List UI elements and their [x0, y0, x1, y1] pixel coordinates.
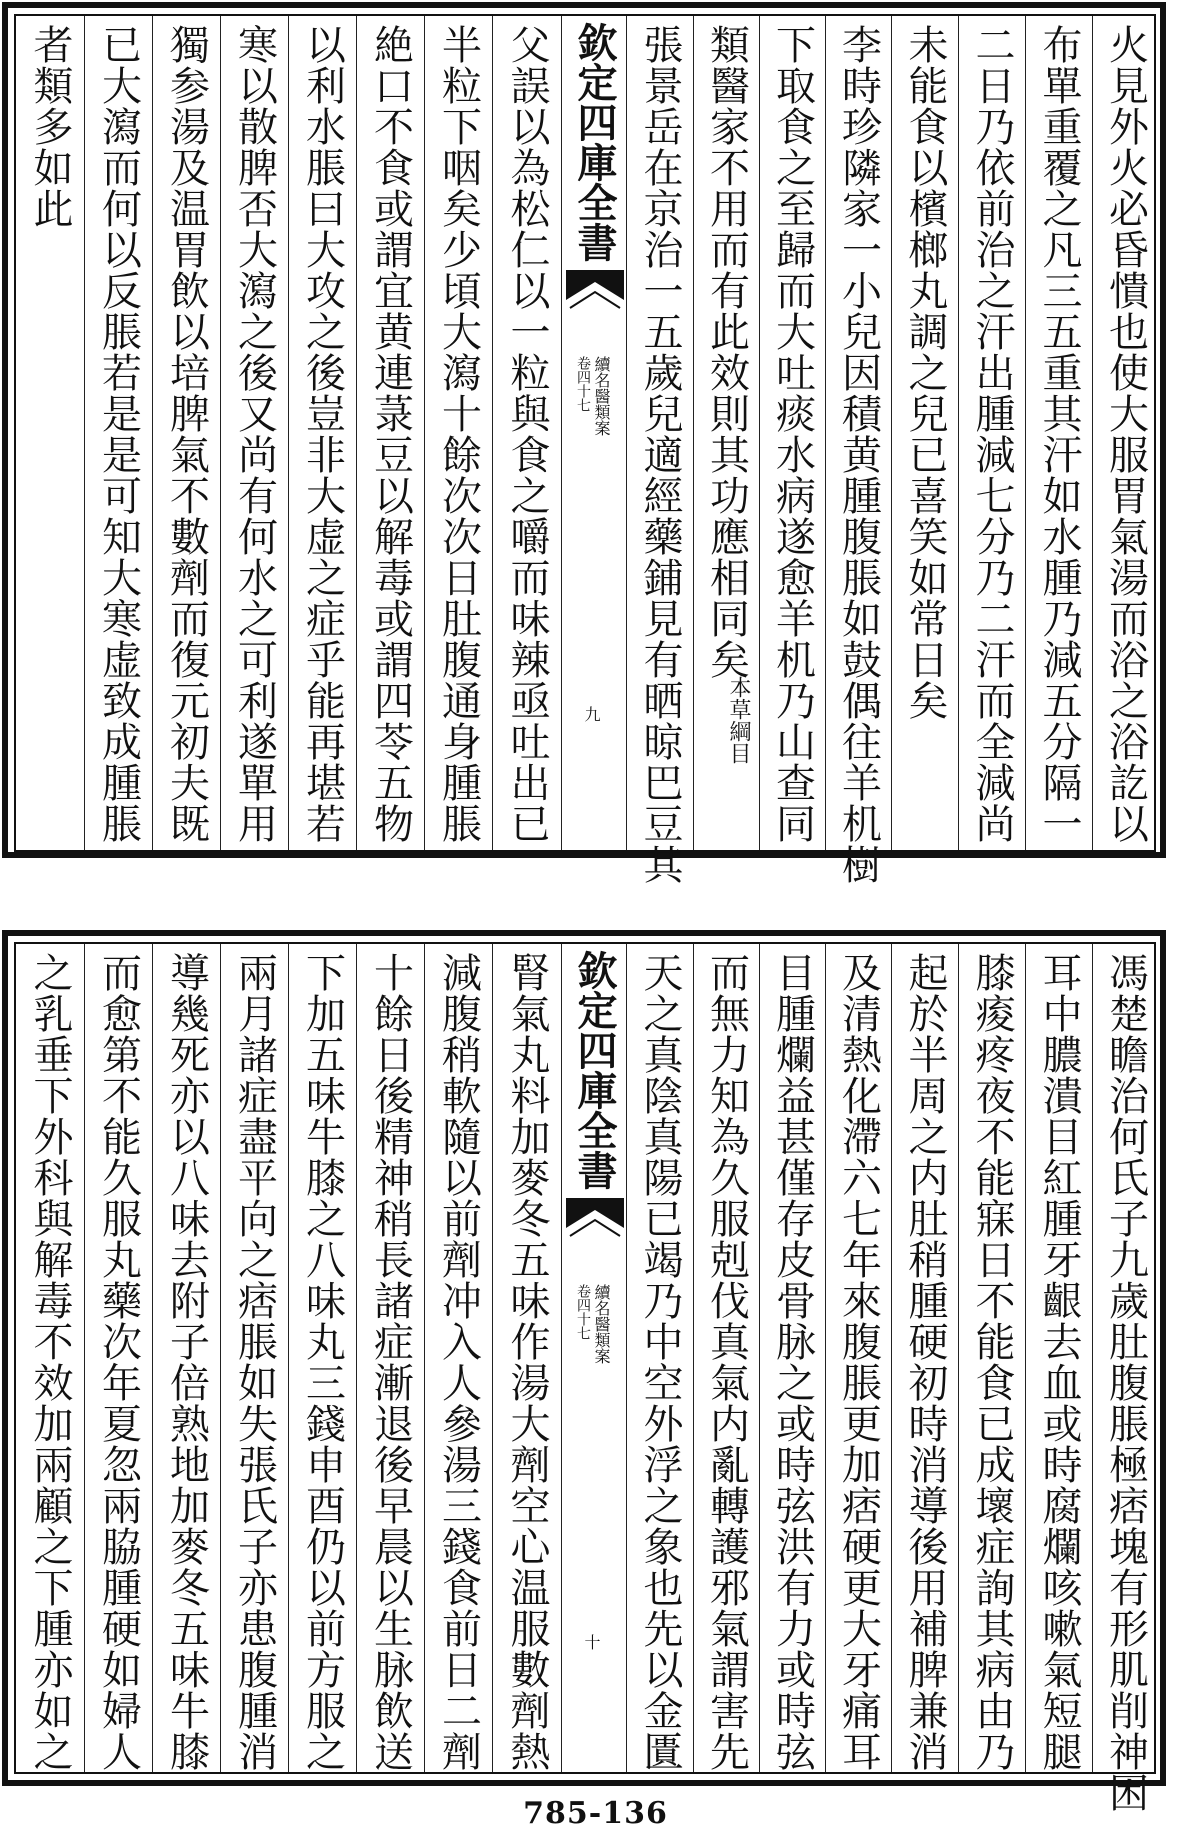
spine-title: 欽定四庫全書: [571, 950, 618, 1190]
column-text: 腎氣丸料加麥冬五味作湯大劑空心温服數劑熱: [504, 952, 550, 1772]
column: [693, 16, 759, 850]
top-right-block: [627, 16, 1158, 885]
bottom-spine: [561, 944, 627, 1772]
column-text: 起於半周之内肚稍腫硬初時消導後用補脾兼消: [902, 952, 948, 1772]
column-text: 導幾死亦以八味去附子倍熟地加麥冬五味牛膝: [163, 952, 210, 1772]
column: [627, 944, 693, 1772]
bottom-right-block: [627, 944, 1158, 1813]
column-text: 張景岳在京治一五歲兒適經藥鋪見有晒晾巴豆其: [637, 24, 683, 885]
column: [16, 16, 84, 850]
column: [152, 16, 220, 850]
fish-tail-ornament-icon: [566, 1198, 624, 1254]
column: [825, 944, 891, 1772]
column: [958, 944, 1025, 1772]
top-page-text-frame: [14, 14, 1156, 885]
top-page: [0, 0, 1191, 885]
column: [84, 16, 152, 850]
column: [958, 16, 1025, 850]
column: [356, 944, 424, 1772]
column: [891, 944, 958, 1772]
fish-tail-ornament-icon: [566, 270, 624, 326]
spine-volume: 卷四十七: [575, 1284, 591, 1340]
column-text: 下加五味牛膝之八味丸三錢申酉仍以前方服之: [299, 952, 346, 1772]
column-text: 未能食以檳榔丸調之兒已喜笑如常日矣: [902, 24, 948, 721]
column-text: 半粒下咽矣少頃大瀉十餘次次日肚腹通身腫脹: [435, 24, 482, 844]
spine-book-title: 續名醫類案: [592, 1284, 611, 1364]
column: [424, 944, 492, 1772]
column: [759, 16, 825, 850]
column-text: 者類多如此: [27, 24, 73, 229]
column: [492, 944, 561, 1772]
column-text: 目腫爛益甚僅存皮骨脉之或時弦洪有力或時弦: [769, 952, 816, 1772]
column-text: 以利水脹曰大攻之後豈非大虚之症乎能再堪若: [299, 24, 346, 844]
top-left-block: [16, 16, 561, 850]
page-number: 785-136: [523, 1796, 668, 1831]
bottom-page: [0, 930, 1191, 1813]
column-text: 而愈第不能久服丸藥次年夏忽兩脇腫硬如婦人: [95, 952, 142, 1772]
column-text: 火見外火必昏憒也使大服胃氣湯而浴之浴訖以: [1102, 24, 1149, 844]
column-text: 布單重覆之凡三五重其汗如水腫乃減五分隔一: [1036, 24, 1082, 844]
column-text: 父誤以為松仁以一粒與食之嚼而味辣亟吐出已: [504, 24, 550, 844]
spine-leaf-number: 十: [582, 1634, 601, 1650]
column-text: 李時珍隣家一小兒因積黄腫腹脹如鼓偶往羊机樹: [835, 24, 882, 885]
column-text: 類醫家不用而有此效則其功應相同矣: [703, 24, 750, 680]
column: [825, 16, 891, 885]
column: [759, 944, 825, 1772]
spine-title: 欽定四庫全書: [571, 22, 618, 262]
column-text: 寒以散脾否大瀉之後又尚有何水之可利遂單用: [231, 24, 278, 844]
bottom-left-block: [16, 944, 561, 1772]
column: [492, 16, 561, 850]
top-spine: [561, 16, 627, 850]
column: [84, 944, 152, 1772]
column: [891, 16, 958, 850]
column: [1025, 944, 1092, 1772]
column-text: 已大瀉而何以反脹若是是可知大寒虚致成腫脹: [95, 24, 142, 844]
column-text: 十餘日後精神稍長諸症漸退後早晨以生脉飲送: [367, 952, 414, 1772]
column-text: 天之真陰真陽已竭乃中空外浮之象也先以金匱: [637, 952, 683, 1772]
bottom-page-text-frame: [14, 942, 1156, 1813]
column: [16, 944, 84, 1772]
column: [1092, 944, 1158, 1813]
column: [220, 16, 288, 850]
column: [693, 944, 759, 1772]
column-text: 下取食之至歸而大吐痰水病遂愈羊机乃山查同: [769, 24, 816, 844]
column-text: 減腹稍軟隨以前劑冲入人參湯三錢食前日二劑: [435, 952, 482, 1772]
column: [1092, 16, 1158, 850]
column-text: 兩月諸症盡平向之痞脹如失張氏子亦患腹腫消: [231, 952, 278, 1772]
column: [356, 16, 424, 850]
column: [152, 944, 220, 1772]
column-text: 之乳垂下外科與解毒不效加兩顧之下腫亦如之: [27, 952, 73, 1772]
column-text: 獨参湯及温胃飲以培脾氣不數劑而復元初夫既: [163, 24, 210, 844]
column-text: 而無力知為久服剋伐真氣内亂轉護邪氣謂害先: [703, 952, 750, 1772]
column: [220, 944, 288, 1772]
column-text: 馮楚瞻治何氏子九歲肚腹脹極痞塊有形肌削神困: [1102, 952, 1149, 1813]
spine-volume: 卷四十七: [575, 356, 591, 412]
column: [627, 16, 693, 885]
column: [424, 16, 492, 850]
column: [288, 16, 356, 850]
column-text: 二日乃依前治之汗出腫減七分乃二汗而全減尚: [969, 24, 1015, 844]
column-text: 耳中膿潰目紅腫牙齦去血或時腐爛咳嗽氣短腿: [1036, 952, 1082, 1772]
column-text: 膝痠疼夜不能寐日不能食已成壞症詢其病由乃: [969, 952, 1015, 1772]
spine-leaf-number: 九: [582, 706, 601, 722]
source-note: 本草綱目: [726, 676, 751, 764]
column: [1025, 16, 1092, 850]
column: [288, 944, 356, 1772]
spine-book-title: 續名醫類案: [592, 356, 611, 436]
column-text: 及清熱化滯六七年來腹脹更加痞硬更大牙痛耳: [835, 952, 882, 1772]
column-text: 絶口不食或謂宜黄連菉豆以解毒或謂四苓五物: [367, 24, 414, 844]
